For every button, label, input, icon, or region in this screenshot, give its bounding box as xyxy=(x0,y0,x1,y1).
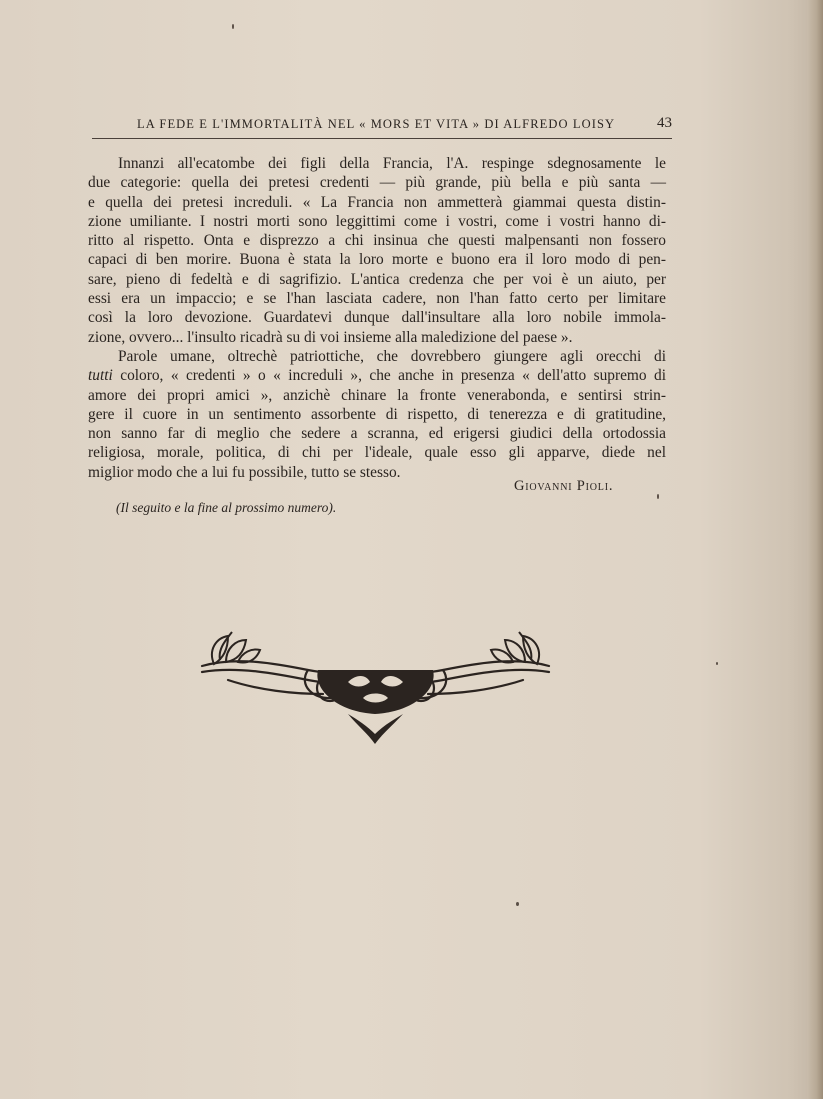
paragraph-1 xyxy=(88,154,666,347)
text-line: due categorie: quella dei pretesi credenti — più grande, più bella e più santa — xyxy=(88,174,666,192)
text-line: zione umiliante. I nostri morti sono leggittimi come i vostri, come i vostri hanno di- xyxy=(88,212,666,230)
paper-speck xyxy=(516,902,519,906)
text-line: capaci di ben morire. Buona è stata la loro morte e buono era il loro modo di pen- xyxy=(88,251,666,269)
text-line: miglior modo che a lui fu possibile, tutto se stesso. xyxy=(88,463,401,481)
page-edge xyxy=(807,0,823,1099)
page-number: 43 xyxy=(657,115,672,131)
continued-note: (Il seguito e la fine al prossimo numero). xyxy=(116,500,337,515)
paper-speck xyxy=(657,494,659,499)
text-line: Parole umane, oltrechè patriottiche, che dovrebbero giungere agli orecchi di xyxy=(118,347,666,365)
text-line: non sanno far di meglio che sedere a scranna, ed erigersi giudici della ortodossia xyxy=(88,425,666,443)
text-line: essi era un impaccio; e se l'han lasciata cadere, non l'han fatto certo per limitare xyxy=(88,290,666,308)
text-line: Innanzi all'ecatombe dei figli della Francia, l'A. respinge sdegnosamente le xyxy=(118,155,666,172)
article-body xyxy=(88,154,666,482)
text-line: e quella dei pretesi increduli. « La Francia non ammetterà giammai questa distin- xyxy=(88,193,666,211)
text-line: gere il cuore in un sentimento assorbente di rispetto, di tenerezza e di gratitudine, xyxy=(88,405,666,423)
text-line: così la loro devozione. Guardatevi dunque dall'insultare alla loro nobile immola- xyxy=(88,309,666,327)
paper-speck xyxy=(716,662,718,665)
text-line: sare, pieno di fedeltà e di sagrifizio. L'antica credenza che per voi è un aiuto, per xyxy=(88,270,666,288)
header-title: LA FEDE E L'IMMORTALITÀ NEL « MORS ET VITA » DI ALFREDO LOISY xyxy=(137,117,616,131)
floral-ornament-icon xyxy=(198,630,553,748)
paragraph-2 xyxy=(88,347,666,482)
text-line: tutti coloro, « credenti » o « increduli », che anche in presenza « dell'atto supremo di xyxy=(88,367,666,385)
running-header xyxy=(92,114,672,139)
author-signature: Giovanni Pioli. xyxy=(514,478,614,494)
text-line: amore dei propri amici », anzichè chinare la fronte venerabonda, e sentirsi strin- xyxy=(88,386,666,404)
paper-speck xyxy=(232,24,234,29)
text-line: religiosa, morale, politica, di chi per l'ideale, quale esso gli apparve, diede nel xyxy=(88,444,666,462)
text-line: ritto al rispetto. Onta e disprezzo a chi insinua che questi malpensanti non fossero xyxy=(88,232,666,250)
text-line: zione, ovvero... l'insulto ricadrà su di voi insieme alla maledizione del paese ». xyxy=(88,328,573,346)
